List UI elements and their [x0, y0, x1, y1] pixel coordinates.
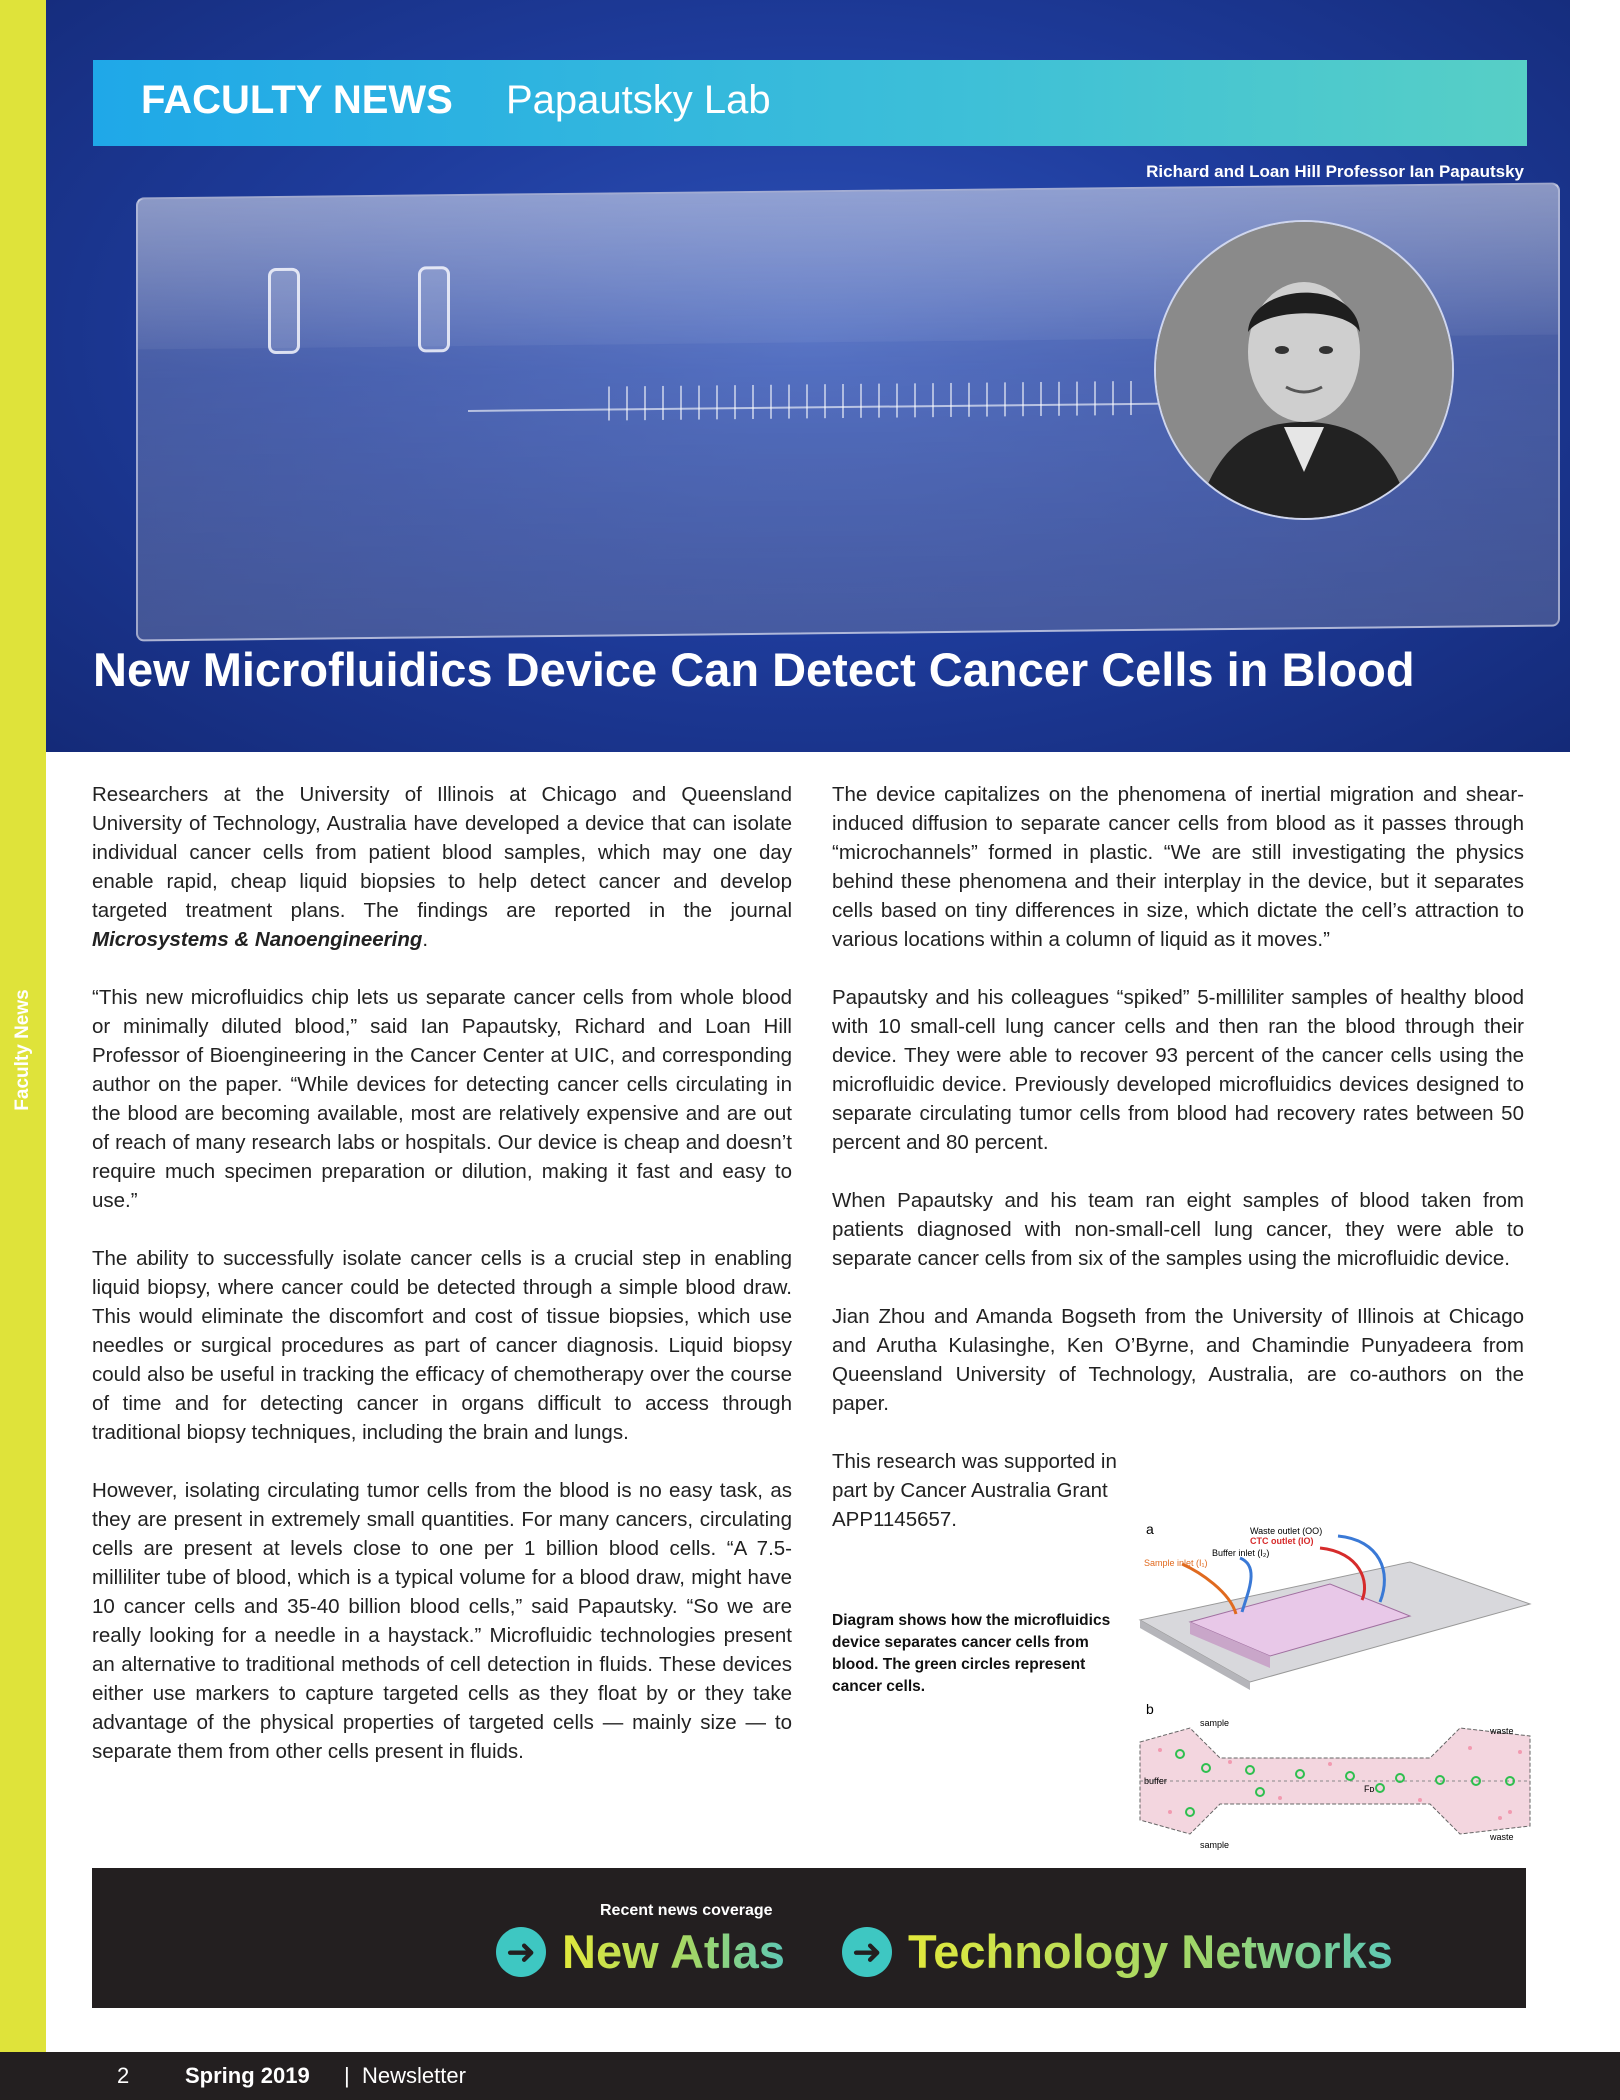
article-headline: New Microfluidics Device Can Detect Cancer Cells in Blood	[93, 643, 1415, 696]
inlet-post	[418, 266, 450, 352]
section-title: FACULTY NEWS	[141, 78, 453, 122]
page-number: 2	[117, 2063, 130, 2088]
publication-name: Newsletter	[362, 2063, 466, 2088]
blood-cell	[1468, 1746, 1472, 1750]
paragraph: The device capitalizes on the phenomena of inertial migration and shear-induced diffusion to separate cancer cells from blood as it passes through “microchannels” formed in plastic. “We are still investigating the physics behind these phenomena and their interplay in the device, but it separates cells based on tiny differences in size, which dictate the cell’s attraction to various locations within a column of liquid as it moves.”	[832, 783, 1524, 951]
news-coverage-bar	[92, 1868, 1526, 2008]
news-label: Recent news coverage	[600, 1902, 773, 1919]
professor-portrait	[1154, 220, 1454, 520]
panel-a-label: a	[1146, 1522, 1154, 1537]
article-right-column	[832, 780, 1524, 1563]
sample-inlet-label: Sample inlet (I₁)	[1144, 1558, 1208, 1568]
paragraph	[92, 780, 792, 954]
buffer-label: buffer	[1144, 1776, 1167, 1786]
sample-bottom-label: sample	[1200, 1840, 1230, 1850]
waste-top-label: waste	[1490, 1726, 1514, 1736]
side-strip	[0, 0, 46, 2052]
portrait-caption: Richard and Loan Hill Professor Ian Papautsky	[1146, 162, 1524, 181]
page-footer	[0, 2052, 1620, 2100]
article-left-column	[92, 780, 792, 1795]
paragraph: Jian Zhou and Amanda Bogseth from the University of Illinois at Chicago and Arutha Kulasinghe, Ken O’Byrne, and Chamindie Punyadeera from Queensland University of Technology, Australia, are co-authors on the paper.	[832, 1305, 1524, 1415]
arrow-right-icon: ➜	[496, 1927, 546, 1977]
blood-cell	[1328, 1762, 1332, 1766]
paragraph-text: Researchers at the University of Illinois at Chicago and Queensland University of Technology, Australia have developed a device that can isolate individual cancer cells from patient blood samples, which may one day enable rapid, cheap liquid biopsies to help detect cancer and develop targeted treatment plans. The findings are reported in the journal	[92, 783, 792, 922]
paragraph: When Papautsky and his team ran eight samples of blood taken from patients diagnosed with non-small-cell lung cancer, they were able to separate cancer cells from six of the samples using the microfluidic device.	[832, 1189, 1524, 1270]
journal-name: Microsystems & Nanoengineering	[92, 928, 423, 951]
diagram-caption: Diagram shows how the microfluidics device separates cancer cells from blood. The green circles represent cancer cells.	[832, 1612, 1111, 1695]
sample-top-label: sample	[1200, 1718, 1230, 1728]
paragraph: This research was supported in part by Cancer Australia Grant APP1145657.	[832, 1450, 1117, 1531]
portrait-illustration	[1156, 222, 1452, 518]
hero-image	[46, 0, 1570, 752]
outlet-name: New Atlas	[562, 1925, 785, 1978]
section-banner	[93, 60, 1527, 146]
inlet-post	[268, 268, 300, 354]
issue-season: Spring 2019	[185, 2063, 310, 2088]
blood-cell	[1508, 1810, 1512, 1814]
outlet-name: Technology Networks	[908, 1925, 1393, 1978]
ctc-outlet-label: CTC outlet (IO)	[1250, 1536, 1314, 1546]
arrow-right-icon: ➜	[842, 1927, 892, 1977]
paragraph: “This new microfluidics chip lets us separate cancer cells from whole blood or minimally diluted blood,” said Ian Papautsky, Richard and Loan Hill Professor of Bioengineering in the Cancer Center at UIC, and corresponding author on the paper. “While devices for detecting cancer cells circulating in the blood are becoming available, most are relatively expensive and are out of reach of many research labs or hospitals. Our device is cheap and doesn’t require much specimen preparation or dilution, making it fast and easy to use.”	[92, 986, 792, 1212]
panel-b-label: b	[1146, 1701, 1154, 1717]
footer-separator: |	[344, 2063, 350, 2088]
news-link-new-atlas[interactable]	[496, 1924, 785, 1979]
buffer-inlet-label: Buffer inlet (I₂)	[1212, 1548, 1270, 1558]
channel-ticks	[608, 381, 1148, 421]
side-label: Faculty News	[12, 989, 33, 1111]
blood-cell	[1168, 1810, 1172, 1814]
blood-cell	[1228, 1760, 1232, 1764]
lab-name: Papautsky Lab	[506, 78, 771, 122]
paragraph: The ability to successfully isolate cancer cells is a crucial step in enabling liquid biopsy, where cancer could be detected through a simple blood draw. This would eliminate the discomfort and cost of tissue biopsies, which use needles or surgical procedures as part of cancer diagnosis. Liquid biopsy could also be useful in tracking the efficacy of chemotherapy over the course of time and for detecting cancer in organs difficult to access through traditional biopsy techniques, including the brain and lungs.	[92, 1247, 792, 1444]
blood-cell	[1498, 1816, 1502, 1820]
blood-cell	[1158, 1748, 1162, 1752]
waste-bottom-label: waste	[1490, 1832, 1514, 1842]
blood-cell	[1418, 1798, 1422, 1802]
blood-cell	[1278, 1796, 1282, 1800]
blood-cell	[1518, 1750, 1522, 1754]
paragraph-end: .	[422, 928, 429, 951]
waste-outlet-label: Waste outlet (OO)	[1250, 1526, 1323, 1536]
news-link-technology-networks[interactable]	[842, 1924, 1393, 1979]
paragraph: Papautsky and his colleagues “spiked” 5-milliliter samples of healthy blood with 10 small-cell lung cancer cells and then ran the blood through their device. They were able to recover 93 percent of the cancer cells using the microfluidic device. Previously developed microfluidics devices designed to separate circulating tumor cells from blood had recovery rates between 50 percent and 80 percent.	[832, 986, 1524, 1154]
fd-label: Fᴅ	[1364, 1784, 1375, 1794]
separation-diagram	[1130, 1522, 1538, 1852]
paragraph: However, isolating circulating tumor cells from the blood is no easy task, as they are present in extremely small quantities. For many cancers, circulating cells are present at levels close to one per 1 billion blood cells. “A 7.5-milliliter tube of blood, which is a typical volume for a blood draw, might have 10 cancer cells and 35-40 billion blood cells,” said Papautsky. “So we are really looking for a needle in a haystack.” Microfluidic technologies present an alternative to traditional methods of cell detection in fluids. These devices either use markers to capture targeted cells as they float by or they take advantage of the physical properties of targeted cells — mainly size — to separate them from other cells present in fluids.	[92, 1479, 792, 1763]
